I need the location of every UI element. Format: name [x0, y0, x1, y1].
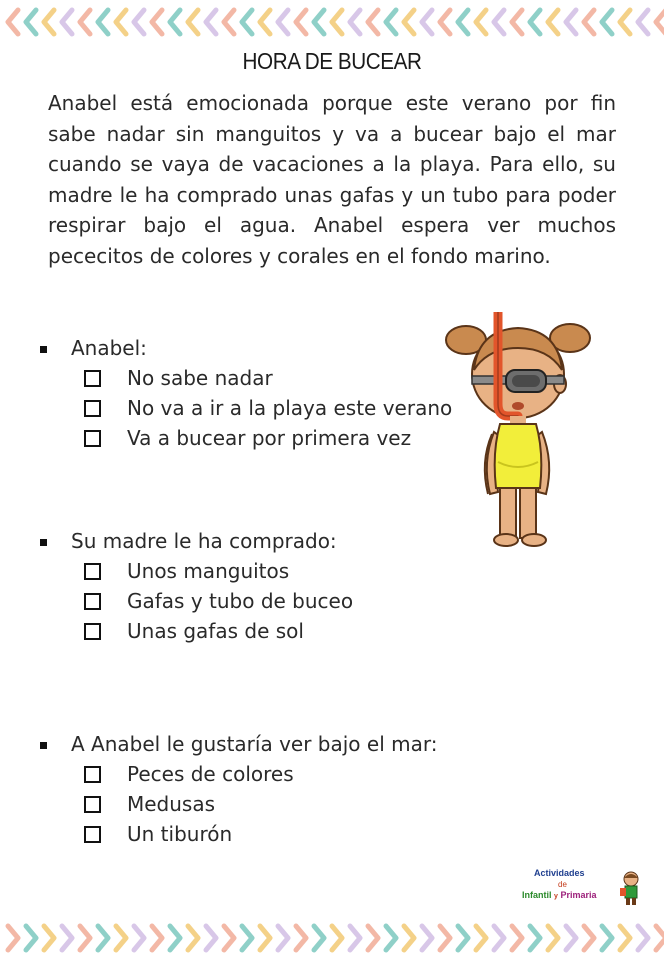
chevron-icon: [134, 10, 144, 34]
chevron-icon: [386, 926, 396, 950]
chevron-icon: [476, 10, 486, 34]
kid-mascot-icon: [618, 870, 644, 906]
logo-infantil: Infantil: [522, 890, 552, 900]
chevron-icon: [314, 926, 324, 950]
checkbox-icon[interactable]: [84, 370, 101, 387]
bottom-chevron-border: [0, 922, 664, 954]
chevron-icon: [476, 926, 486, 950]
chevron-icon: [512, 10, 522, 34]
chevron-icon: [350, 926, 360, 950]
chevron-icon: [656, 10, 664, 34]
chevron-icon: [44, 10, 54, 34]
chevron-icon: [44, 926, 54, 950]
chevron-icon: [26, 926, 36, 950]
chevron-icon: [26, 10, 36, 34]
option-item[interactable]: [84, 393, 452, 423]
chevron-icon: [584, 926, 594, 950]
logo-line-1: Actividades: [534, 868, 585, 878]
chevron-icon: [566, 926, 576, 950]
chevron-icon: [242, 10, 252, 34]
chevron-icon: [314, 10, 324, 34]
chevron-icon: [152, 926, 162, 950]
publisher-logo: [522, 864, 648, 910]
chevron-icon: [422, 926, 432, 950]
question-prompt: [40, 526, 353, 556]
chevron-icon: [296, 926, 306, 950]
option-label: Va a bucear por primera vez: [127, 426, 412, 450]
chevron-icon: [386, 10, 396, 34]
page-title: HORA DE BUCEAR: [242, 48, 422, 74]
bullet-icon: [40, 346, 47, 353]
chevron-icon: [188, 10, 198, 34]
chevron-icon: [422, 10, 432, 34]
chevron-icon: [440, 926, 450, 950]
question-3: [40, 729, 437, 849]
chevron-icon: [458, 10, 468, 34]
chevron-icon: [80, 10, 90, 34]
checkbox-icon[interactable]: [84, 766, 101, 783]
option-label: No va a ir a la playa este verano: [127, 396, 453, 420]
option-item[interactable]: [84, 789, 437, 819]
checkbox-icon[interactable]: [84, 623, 101, 640]
bullet-icon: [40, 539, 47, 546]
checkbox-icon[interactable]: [84, 430, 101, 447]
chevron-icon: [134, 926, 144, 950]
question-2-prompt: Su madre le ha comprado:: [71, 529, 337, 553]
question-1-prompt: Anabel:: [71, 336, 147, 360]
option-item[interactable]: [84, 819, 437, 849]
chevron-icon: [224, 10, 234, 34]
question-prompt: [40, 333, 452, 363]
chevron-icon: [170, 926, 180, 950]
option-item[interactable]: [84, 556, 353, 586]
chevron-icon: [602, 926, 612, 950]
checkbox-icon[interactable]: [84, 563, 101, 580]
question-1: [40, 333, 452, 453]
chevron-icon: [62, 10, 72, 34]
chevron-icon: [8, 926, 18, 950]
chevron-icon: [620, 926, 630, 950]
checkbox-icon[interactable]: [84, 796, 101, 813]
chevron-icon: [404, 926, 414, 950]
question-2: [40, 526, 353, 646]
chevron-icon: [656, 926, 664, 950]
left-leg: [500, 488, 516, 538]
chevron-icon: [368, 926, 378, 950]
options-list: [40, 759, 437, 849]
chevron-icon: [260, 926, 270, 950]
chevron-icon: [584, 10, 594, 34]
top-chevron-border: [0, 6, 664, 38]
chevron-icon: [206, 10, 216, 34]
right-leg: [520, 488, 536, 538]
chevron-icon: [278, 10, 288, 34]
logo-y: y: [554, 893, 558, 900]
chevron-icon: [80, 926, 90, 950]
chevron-icon: [566, 10, 576, 34]
option-label: Unas gafas de sol: [127, 619, 304, 643]
chevron-icon: [602, 10, 612, 34]
option-label: No sabe nadar: [127, 366, 273, 390]
option-item[interactable]: [84, 363, 452, 393]
chevron-icon: [620, 10, 630, 34]
chevron-icon: [332, 926, 342, 950]
chevron-icon: [548, 926, 558, 950]
checkbox-icon[interactable]: [84, 826, 101, 843]
option-label: Un tiburón: [127, 822, 233, 846]
chevron-icon: [8, 10, 18, 34]
chevron-icon: [62, 926, 72, 950]
chevron-icon: [206, 926, 216, 950]
option-item[interactable]: [84, 423, 452, 453]
option-label: Unos manguitos: [127, 559, 290, 583]
story-paragraph: Anabel está emocionada porque este verano por fin sabe nadar sin manguitos y va a bucear bajo el mar cuando se vaya de vacaciones a la playa. Para ello, su madre le ha comprado unas gafas y un tubo para poder respirar bajo el agua. Anabel espera ver muchos pececitos de colores y corales en el fondo marino.: [48, 91, 616, 268]
snorkel-girl-illustration: [444, 312, 592, 552]
chevron-icon: [260, 10, 270, 34]
options-list: [40, 363, 452, 453]
bullet-icon: [40, 742, 47, 749]
option-label: Gafas y tubo de buceo: [127, 589, 354, 613]
chevron-icon: [440, 10, 450, 34]
logo-line-2: de: [558, 880, 567, 889]
chevron-icon: [548, 10, 558, 34]
swimsuit: [495, 424, 542, 488]
chevron-icon: [278, 926, 288, 950]
chevron-icon: [296, 10, 306, 34]
chevron-icon: [98, 926, 108, 950]
checkbox-icon[interactable]: [84, 593, 101, 610]
chevron-icon: [242, 926, 252, 950]
chevron-icon: [332, 10, 342, 34]
logo-line-3: [522, 890, 596, 900]
option-item[interactable]: [84, 759, 437, 789]
options-list: [40, 556, 353, 646]
chevron-icon: [116, 10, 126, 34]
chevron-icon: [404, 10, 414, 34]
chevron-icon: [224, 926, 234, 950]
option-item[interactable]: [84, 616, 353, 646]
chevron-icon: [494, 926, 504, 950]
chevron-icon: [152, 10, 162, 34]
question-3-prompt: A Anabel le gustaría ver bajo el mar:: [71, 732, 438, 756]
option-label: Medusas: [127, 792, 216, 816]
option-label: Peces de colores: [127, 762, 294, 786]
chevron-icon: [530, 10, 540, 34]
logo-primaria: Primaria: [560, 890, 597, 900]
chevron-icon: [350, 10, 360, 34]
chevron-icon: [638, 10, 648, 34]
option-item[interactable]: [84, 586, 353, 616]
question-prompt: [40, 729, 437, 759]
chevron-icon: [530, 926, 540, 950]
chevron-icon: [638, 926, 648, 950]
chevron-icon: [494, 10, 504, 34]
chevron-icon: [368, 10, 378, 34]
chevron-icon: [170, 10, 180, 34]
checkbox-icon[interactable]: [84, 400, 101, 417]
chevron-icon: [512, 926, 522, 950]
chevron-icon: [188, 926, 198, 950]
chevron-icon: [98, 10, 108, 34]
chevron-icon: [458, 926, 468, 950]
chevron-icon: [116, 926, 126, 950]
